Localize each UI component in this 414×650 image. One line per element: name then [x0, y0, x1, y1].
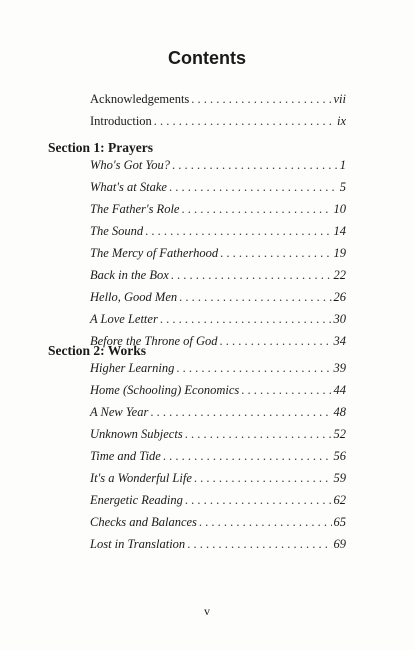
dot-leader [145, 224, 331, 239]
toc-entry-label: Checks and Balances [90, 515, 197, 529]
toc-entry-page: 52 [333, 427, 346, 441]
toc-entry [90, 158, 346, 180]
toc-entry-label: Hello, Good Men [90, 290, 178, 304]
toc-entry-page: 62 [333, 493, 346, 507]
section-list-prayers [90, 158, 346, 356]
toc-entry-label: It's a Wonderful Life [90, 471, 192, 485]
toc-entry [90, 202, 346, 224]
dot-leader [176, 361, 331, 376]
dot-leader [179, 290, 331, 305]
toc-entry-page: 14 [333, 224, 346, 238]
toc-entry-label: Energetic Reading [90, 493, 183, 507]
toc-entry-label: A Love Letter [90, 312, 158, 326]
toc-entry-page: 69 [333, 537, 346, 551]
toc-entry [90, 114, 346, 136]
toc-entry-page: 59 [333, 471, 346, 485]
toc-entry [90, 449, 346, 471]
toc-entry [90, 493, 346, 515]
toc-entry-page: 65 [333, 515, 346, 529]
toc-entry-label: Introduction [90, 114, 152, 128]
toc-entry [90, 312, 346, 334]
toc-entry-page: 19 [333, 246, 346, 260]
toc-entry-page: 1 [339, 158, 346, 172]
front-matter-list [90, 92, 346, 136]
toc-entry-page: 34 [333, 334, 346, 348]
dot-leader [150, 405, 331, 420]
toc-entry-page: 26 [333, 290, 346, 304]
toc-entry-page: 48 [333, 405, 346, 419]
dot-leader [163, 449, 332, 464]
toc-entry-label: Time and Tide [90, 449, 161, 463]
toc-entry [90, 268, 346, 290]
toc-entry-page: 22 [333, 268, 346, 282]
toc-entry [90, 471, 346, 493]
section-heading-works: Section 2: Works [48, 343, 147, 358]
page-title: Contents [168, 48, 246, 68]
toc-entry-label: Lost in Translation [90, 537, 186, 551]
toc-entry [90, 515, 346, 537]
toc-entry [90, 246, 346, 268]
section-heading-prayers: Section 1: Prayers [48, 140, 153, 155]
toc-entry-page: 44 [333, 383, 346, 397]
dot-leader [169, 180, 338, 195]
dot-leader [154, 114, 335, 129]
toc-entry-label: Unknown Subjects [90, 427, 183, 441]
toc-entry [90, 290, 346, 312]
toc-entry-label: A New Year [90, 405, 149, 419]
toc-entry [90, 427, 346, 449]
toc-entry-page: 10 [333, 202, 346, 216]
toc-entry-label: The Father's Role [90, 202, 180, 216]
dot-leader [191, 92, 331, 107]
toc-entry [90, 224, 346, 246]
dot-leader [185, 427, 332, 442]
toc-entry [90, 405, 346, 427]
toc-entry [90, 180, 346, 202]
toc-entry-label: The Mercy of Fatherhood [90, 246, 219, 260]
dot-leader [160, 312, 332, 327]
toc-entry-page: 56 [333, 449, 346, 463]
dot-leader [199, 515, 332, 530]
dot-leader [194, 471, 332, 486]
dot-leader [172, 158, 338, 173]
toc-entry-label: Acknowledgements [90, 92, 190, 106]
toc-entry-label: Back in the Box [90, 268, 169, 282]
dot-leader [171, 268, 332, 283]
dot-leader [220, 246, 331, 261]
toc-entry-label: What's at Stake [90, 180, 167, 194]
toc-entry-page: ix [336, 114, 346, 128]
dot-leader [187, 537, 331, 552]
toc-entry-page: 39 [333, 361, 346, 375]
dot-leader [181, 202, 331, 217]
toc-entry-label: The Sound [90, 224, 144, 238]
dot-leader [185, 493, 332, 508]
page-number: v [204, 604, 210, 618]
section-list-works [90, 361, 346, 559]
dot-leader [220, 334, 332, 349]
toc-entry [90, 92, 346, 114]
toc-entry-page: vii [333, 92, 346, 106]
toc-entry-label: Higher Learning [90, 361, 175, 375]
toc-entry-label: Before the Throne of God [90, 334, 218, 348]
toc-entry-page: 30 [333, 312, 346, 326]
toc-entry [90, 361, 346, 383]
toc-entry-label: Who's Got You? [90, 158, 171, 172]
toc-entry-label: Home (Schooling) Economics [90, 383, 240, 397]
dot-leader [241, 383, 331, 398]
toc-entry-page: 5 [339, 180, 346, 194]
toc-entry [90, 537, 346, 559]
toc-entry [90, 383, 346, 405]
